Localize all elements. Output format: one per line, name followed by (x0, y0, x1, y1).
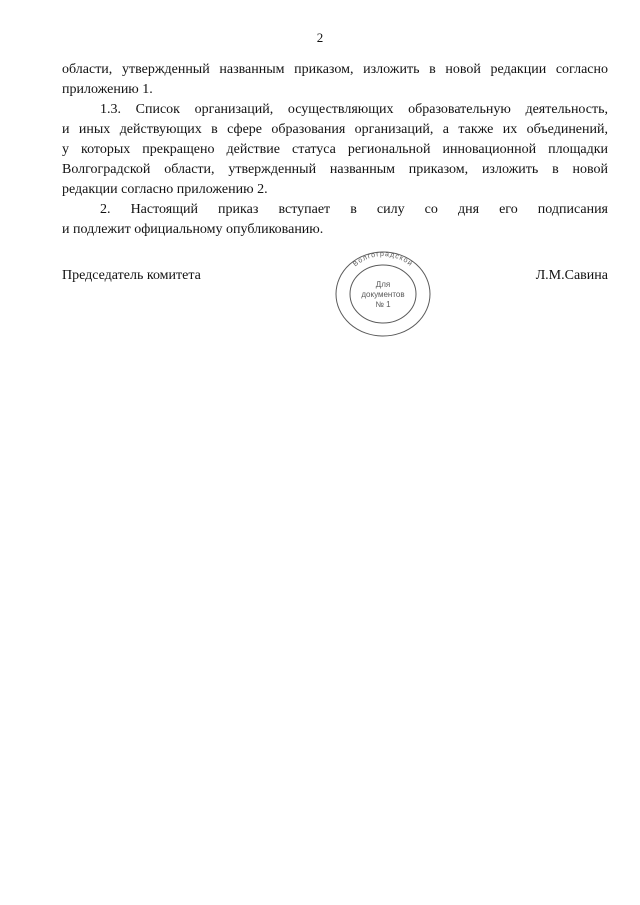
paragraph-2-line-3: у которых прекращено действие статуса региональной инновационной площадки (62, 142, 608, 157)
paragraph-2-line-5: редакции согласно приложению 2. (62, 182, 268, 197)
seal-text-3: № 1 (375, 300, 391, 309)
paragraph-2-line-4: Волгоградской области, утвержденный названным приказом, изложить в новой (62, 162, 608, 177)
paragraph-3-line-1: 2. Настоящий приказ вступает в силу со дня его подписания (100, 202, 608, 217)
paragraph-3-line-2: и подлежит официальному опубликованию. (62, 222, 324, 237)
seal-stamp (333, 250, 433, 338)
seal-graphic (333, 250, 433, 338)
seal-text-2: документов (361, 290, 405, 299)
signature-title: Председатель комитета (62, 268, 201, 283)
signature-name: Л.М.Савина (535, 268, 608, 283)
seal-text-1: Для (375, 280, 391, 289)
paragraph-2-line-2: и иных действующих в сфере образования организаций, а также их объединений, (62, 122, 608, 137)
seal-ring-text: Волгоградской (352, 250, 414, 269)
body-text (62, 60, 608, 240)
page-number: 2 (316, 30, 324, 45)
paragraph-1-line-1: области, утвержденный названным приказом, изложить в новой редакции согласно (62, 62, 608, 77)
paragraph-1-line-2: приложению 1. (62, 82, 153, 97)
paragraph-2-line-1: 1.3. Список организаций, осуществляющих образовательную деятельность, (100, 102, 608, 117)
